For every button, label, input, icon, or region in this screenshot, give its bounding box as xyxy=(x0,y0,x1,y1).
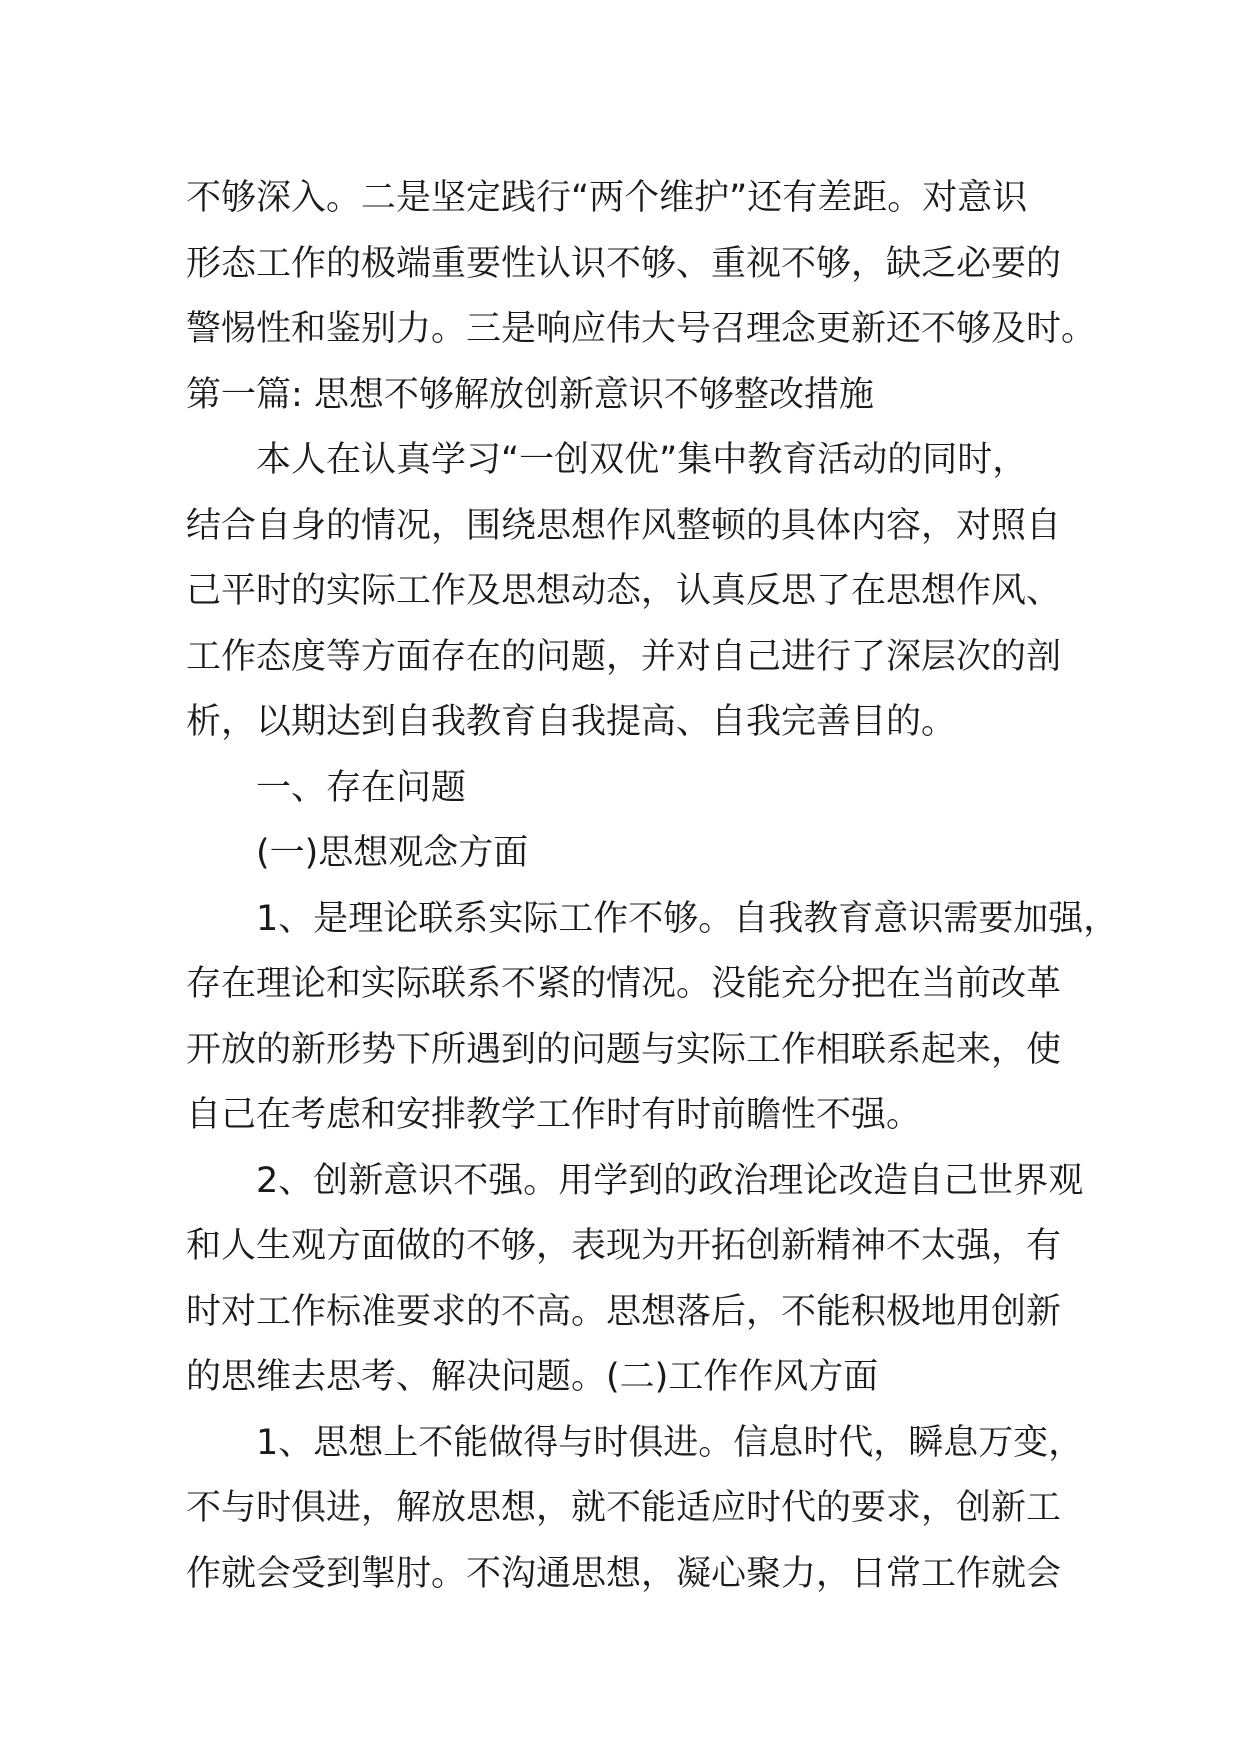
text-line: 作就会受到掣肘。不沟通思想，凝心聚力，日常工作就会 xyxy=(186,1553,1062,1594)
text-line: 和人生观方面做的不够，表现为开拓创新精神不太强，有 xyxy=(186,1226,1062,1266)
text-line: 己平时的实际工作及思想动态，认真反思了在思想作风、 xyxy=(186,571,1062,611)
text-line: 不与时俱进，解放思想，就不能适应时代的要求，创新工 xyxy=(186,1488,1062,1528)
text-line: 析，以期达到自我教育自我提高、自我完善目的。 xyxy=(186,702,957,742)
text-line: 1、思想上不能做得与时俱进。信息时代，瞬息万变， xyxy=(256,1422,1084,1463)
text-line: 开放的新形势下所遇到的问题与实际工作相联系起来，使 xyxy=(186,1029,1062,1070)
section-title: 第一篇: 思想不够解放创新意识不够整改措施 xyxy=(186,374,874,415)
text-line: 不够深入。二是坚定践行“两个维护”还有差距。对意识 xyxy=(186,178,1028,218)
text-line: 结合自身的情况，围绕思想作风整顿的具体内容，对照自 xyxy=(186,505,1062,546)
text-line: 本人在认真学习“一创双优”集中教育活动的同时， xyxy=(256,440,1028,480)
subheading-thinking: (一)思想观念方面 xyxy=(256,833,529,873)
heading-problems: 一、存在问题 xyxy=(256,767,467,808)
text-line: 的思维去思考、解决问题。(二)工作作风方面 xyxy=(186,1357,879,1397)
text-line: 形态工作的极端重要性认识不够、重视不够，缺乏必要的 xyxy=(186,243,1062,284)
text-line: 2、创新意识不强。用学到的政治理论改造自己世界观 xyxy=(256,1160,1084,1201)
text-line: 自己在考虑和安排教学工作时有时前瞻性不强。 xyxy=(186,1095,922,1135)
text-line: 存在理论和实际联系不紧的情况。没能充分把在当前改革 xyxy=(186,964,1062,1004)
text-line: 时对工作标准要求的不高。思想落后，不能积极地用创新 xyxy=(186,1291,1062,1332)
text-line: 1、是理论联系实际工作不够。自我教育意识需要加强， xyxy=(256,898,1119,939)
text-line: 警惕性和鉴别力。三是响应伟大号召理念更新还不够及时。 xyxy=(186,309,1097,349)
text-line: 工作态度等方面存在的问题，并对自己进行了深层次的剖 xyxy=(186,636,1062,677)
document-body xyxy=(186,166,1119,1607)
